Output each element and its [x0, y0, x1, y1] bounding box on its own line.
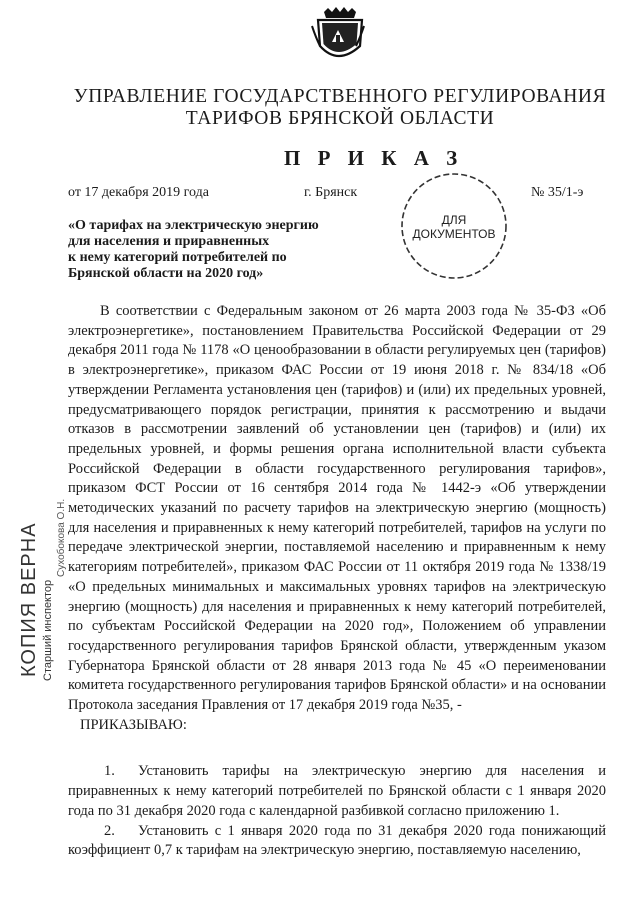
order-keyword: ПРИКАЗЫВАЮ:: [80, 716, 187, 733]
item-text: Установить с 1 января 2020 года по 31 декабря 2020 года понижающий коэффициент 0,7 к тарифам на электрическую энергию, поставляемую населению,: [68, 822, 606, 859]
document-city: г. Брянск: [304, 185, 358, 200]
order-item: [68, 762, 606, 821]
stamp-text-line2: ДОКУМЕНТОВ: [412, 227, 496, 241]
organization-name-line2: ТАРИФОВ БРЯНСКОЙ ОБЛАСТИ: [185, 108, 495, 129]
item-text: Установить тарифы на электрическую энергию для населения и приравненных к нему категорий потребителей по Брянской области с 1 января 2020 года по 31 декабря 2020 года с календарной разбивкой согласно приложению 1.: [68, 763, 606, 819]
subject-line: «О тарифах на электрическую энергию: [68, 218, 319, 233]
item-number: 2.: [104, 822, 115, 839]
document-subject: [68, 218, 360, 282]
copy-stamp-title: КОПИЯ ВЕРНА: [18, 522, 40, 677]
document-date: от 17 декабря 2019 года: [68, 185, 209, 200]
subject-line: к нему категорий потребителей по: [68, 250, 287, 265]
coat-of-arms-emblem: [310, 6, 366, 66]
copy-stamp-role: Старший инспектор: [42, 579, 54, 681]
subject-line: для населения и приравненных: [68, 234, 270, 249]
copy-stamp-signature: Сухобокова О.Н.: [56, 498, 67, 577]
for-documents-stamp: [398, 170, 510, 282]
order-item: [68, 822, 606, 861]
preamble-paragraph: В соответствии с Федеральным законом от 26 марта 2003 года № 35-ФЗ «Об электроэнергетике», постановлением Правительства Российской Федерации от 29 декабря 2011 года № 1178 «О ценообразовании в области регулируемых цен (тарифов) в электроэнергетике», приказом ФАС России от 19 июня 2018 г. № 834/18 «Об утверждении Регламента установления цен (тарифов) и (или) их предельных уровней, предусматривающего порядок регистрации, принятия к рассмотрению и выдачи отказов в рассмотрении заявлений об установлении цен (тарифов) и (или) их предельных уровней, и формы решения органа исполнительной власти субъекта Российской Федерации в области государственного регулирования тарифов», приказом ФСТ России от 16 сентября 2014 года № 1442-э «Об утверждении методических указаний по расчету тарифов на электрическую энергию (мощность) для населения и приравненных к нему категорий потребителей, тарифов на услуги по передаче электрической энергии, поставляемой населению и приравненным к нему категориям потребителей», приказом ФАС России от 11 октября 2019 года № 1338/19 «О предельных минимальных и максимальных уровнях тарифов на электрическую энергию (мощность) для населения и приравненных к нему категорий потребителей, по субъектам Российской Федерации на 2020 год», Положением об управлении государственного регулирования тарифов Брянской области, утвержденным указом Губернатора Брянской области от 28 января 2013 года № 45 «О переименовании комитета государственного регулирования тарифов Брянской области» и на основании Протокола заседания Правления от 17 декабря 2019 года №35, -: [68, 303, 606, 714]
item-number: 1.: [104, 763, 115, 780]
document-number: № 35/1-э: [531, 185, 584, 200]
stamp-text-line1: ДЛЯ: [441, 213, 467, 227]
document-title: П Р И К А З: [284, 146, 464, 170]
copy-certified-stamp: [14, 495, 66, 685]
subject-line: Брянской области на 2020 год»: [68, 266, 264, 281]
document-body: [68, 302, 606, 861]
organization-name-line1: УПРАВЛЕНИЕ ГОСУДАРСТВЕННОГО РЕГУЛИРОВАНИЯ: [73, 86, 607, 107]
